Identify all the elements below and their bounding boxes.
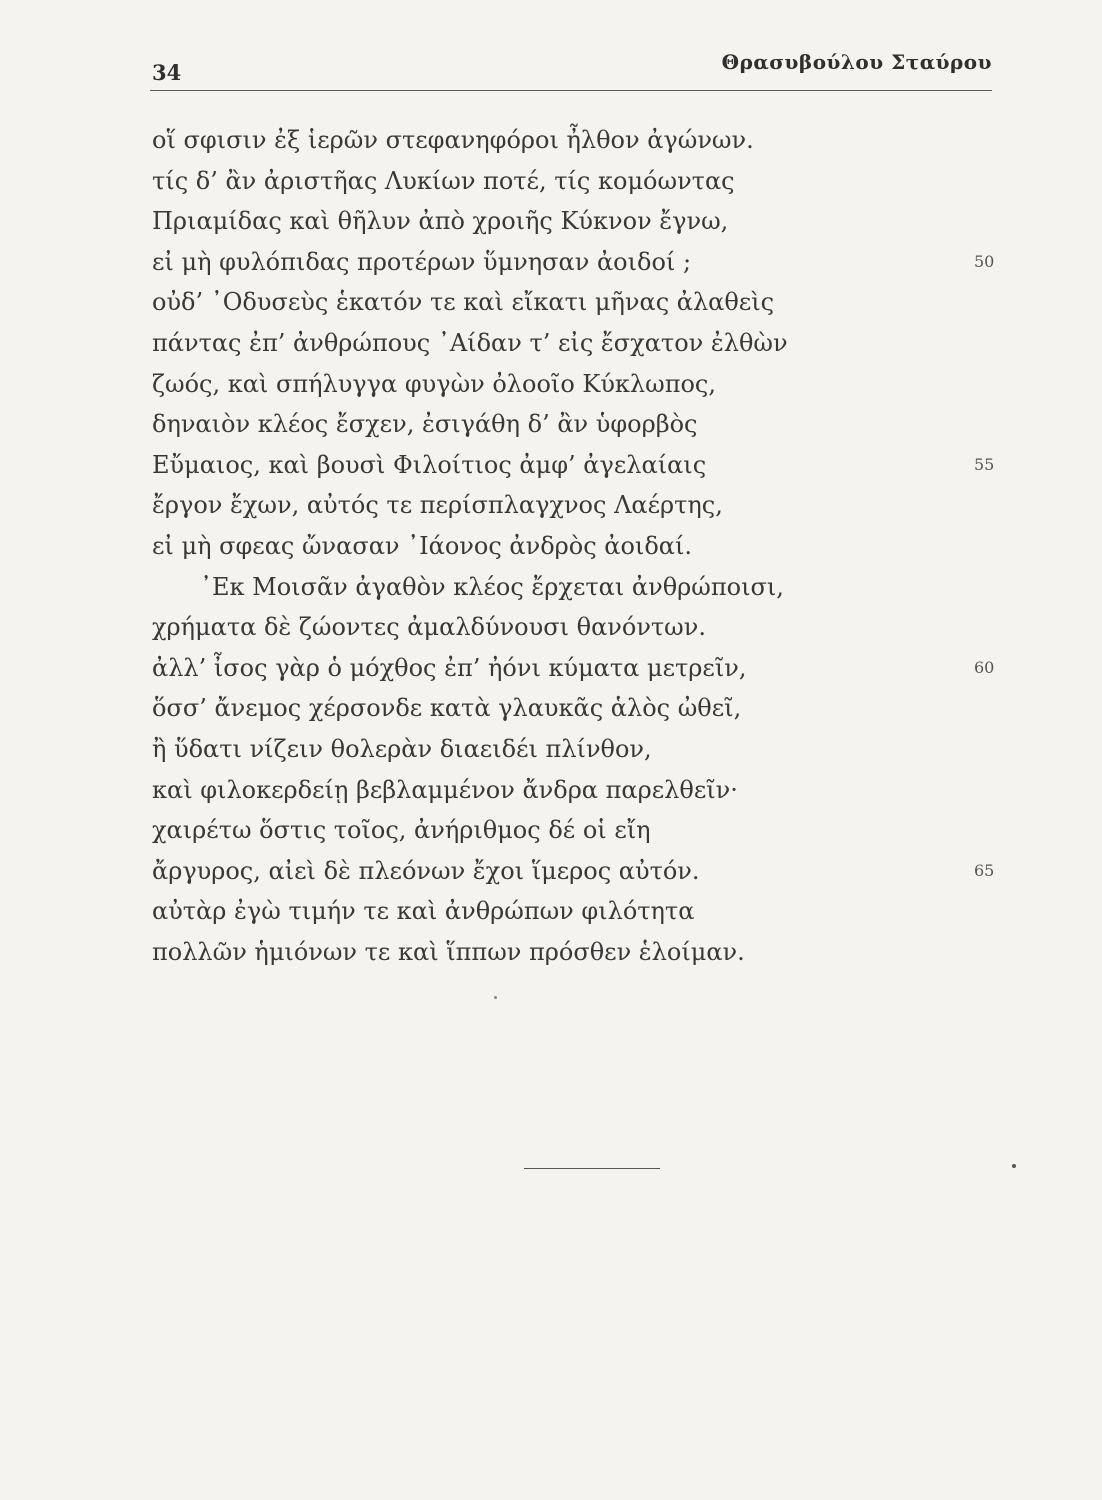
print-dot [1012,1164,1016,1168]
verse-line [152,932,1012,973]
verse-line [152,729,1012,770]
verse-line [152,567,1012,608]
end-rule [524,1168,660,1169]
verse-text: χρήματα δὲ ζώοντες ἀμαλδύνουσι θανόντων. [152,613,706,642]
line-number: 65 [974,860,995,880]
verse-text: οὐδ’ ᾿Οδυσεὺς ἑκατόν τε καὶ εἴκατι μῆνας ἀλαθεὶς [152,288,775,317]
verse-line [152,161,1012,202]
header-rule [150,90,992,91]
verse-text: ζωός, καὶ σπήλυγγα φυγὼν ὀλοοῖο Κύκλωπος, [152,369,716,398]
verse-line [152,770,1012,811]
verse-text: ἀλλ’ ἶσος γὰρ ὁ μόχθος ἐπ’ ἠόνι κύματα μετρεῖν, [152,653,747,682]
verse-text: αὐτὰρ ἐγὼ τιμήν τε καὶ ἀνθρώπων φιλότητα [152,897,695,926]
verse-text: ὅσσ’ ἄνεμος χέρσονδε κατὰ γλαυκᾶς ἁλὸς ὠθεῖ, [152,694,742,723]
verse-line [152,485,1012,526]
line-number: 60 [974,657,995,677]
verse-line [152,445,1012,486]
verse-text: Πριαμίδας καὶ θῆλυν ἀπὸ χροιῆς Κύκνον ἔγνω, [152,207,729,236]
verse-line [152,891,1012,932]
verse-text: ἔργον ἔχων, αὐτός τε περίσπλαγχνος Λαέρτης, [152,491,723,520]
verse-line [152,851,1012,892]
verse-line [152,688,1012,729]
verse-text: δηναιὸν κλέος ἔσχεν, ἐσιγάθη δ’ ἂν ὑφορβὸς [152,410,698,439]
verse-text: ἄργυρος, αἰεὶ δὲ πλεόνων ἔχοι ἵμερος αὐτόν. [152,856,700,885]
verse-text: καὶ φιλοκερδείῃ βεβλαμμένον ἄνδρα παρελθεῖν· [152,775,738,804]
verse-text: ἢ ὕδατι νίζειν θολερὰν διαειδέι πλίνθον, [152,734,652,763]
verse-text: χαιρέτω ὅστις τοῖος, ἀνήριθμος δέ οἱ εἴη [152,816,651,845]
verse-text: ᾿Εκ Μοισᾶν ἀγαθὸν κλέος ἔρχεται ἀνθρώποισι, [200,572,784,601]
verse-text: πολλῶν ἡμιόνων τε καὶ ἵππων πρόσθεν ἑλοίμαν. [152,937,745,966]
line-number: 50 [974,251,995,271]
running-title: Θρασυβούλου Σταύρου [721,50,992,74]
poem-text [152,120,1012,972]
verse-text: εἰ μὴ σφεας ὤνασαν ᾿Ιάονος ἀνδρὸς ἀοιδαί. [152,531,693,560]
verse-line [152,607,1012,648]
verse-line [152,404,1012,445]
verse-text: Εὔμαιος, καὶ βουσὶ Φιλοίτιος ἀμφ’ ἀγελαίαις [152,450,707,479]
print-speck [494,996,497,999]
verse-line [152,282,1012,323]
page-number: 34 [152,60,182,85]
verse-text: εἰ μὴ φυλόπιδας προτέρων ὕμνησαν ἀοιδοί ; [152,247,692,276]
verse-line [152,810,1012,851]
verse-line [152,323,1012,364]
verse-line [152,120,1012,161]
verse-text: τίς δ’ ἂν ἀριστῆας Λυκίων ποτέ, τίς κομόωντας [152,166,735,195]
verse-text: πάντας ἐπ’ ἀνθρώπους ᾿Αίδαν τ’ εἰς ἔσχατον ἐλθὼν [152,328,788,357]
verse-line [152,201,1012,242]
verse-line [152,242,1012,283]
page-header [150,40,992,96]
line-number: 55 [974,454,995,474]
verse-line [152,364,1012,405]
verse-line [152,648,1012,689]
verse-text: οἵ σφισιν ἐξ ἱερῶν στεφανηφόροι ἦλθον ἀγώνων. [152,126,754,154]
verse-line [152,526,1012,567]
